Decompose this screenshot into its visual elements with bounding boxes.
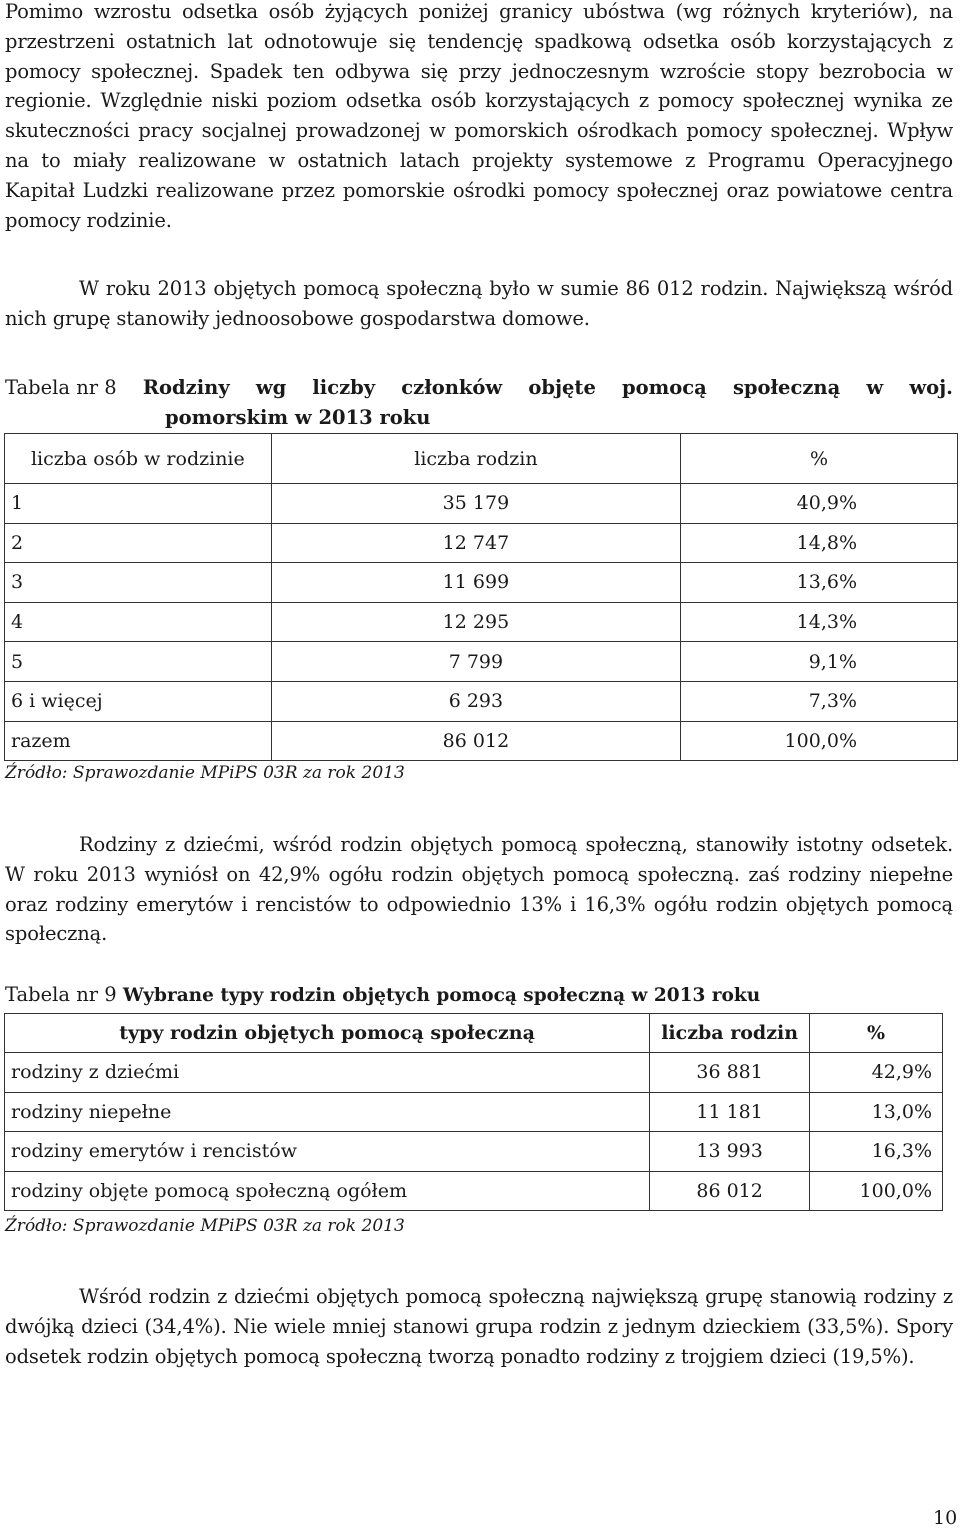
column-header: liczba rodzin <box>271 434 680 484</box>
table8-caption-word: pomocą <box>622 376 707 399</box>
table-row <box>5 602 958 642</box>
page-number: 10 <box>933 1507 958 1529</box>
column-header: % <box>681 434 958 484</box>
paragraph-children-count: Wśród rodzin z dziećmi objętych pomocą społeczną największą grupę stanowią rodziny z dwójką dzieci (34,4%). Nie wiele mniej stanowi grupa rodzin z jednym dzieckiem (33,5%). Spory odsetek rodzin objętych pomocą społeczną tworzą ponadto rodziny z trojgiem dzieci (19,5%). <box>5 1285 953 1368</box>
column-header: liczba rodzin <box>650 1014 810 1053</box>
table8-caption-word: Rodziny <box>142 376 230 399</box>
table-cell: razem <box>5 721 272 761</box>
table-row-total <box>5 1171 943 1211</box>
table-cell: 86 012 <box>271 721 680 761</box>
table-cell: 14,8% <box>681 523 958 563</box>
table-row <box>5 642 958 682</box>
table-cell: 11 181 <box>650 1092 810 1132</box>
table-cell: 13 993 <box>650 1132 810 1172</box>
table8-source: Źródło: Sprawozdanie MPiPS 03R za rok 2013 <box>5 763 405 783</box>
table8-caption-word: liczby <box>312 376 376 399</box>
table-cell: 42,9% <box>810 1053 943 1093</box>
table-cell: 7,3% <box>681 681 958 721</box>
column-header: % <box>810 1014 943 1053</box>
table-row <box>5 484 958 524</box>
table-cell: 4 <box>5 602 272 642</box>
table8-caption-word: wg <box>255 376 287 399</box>
table-cell: 13,6% <box>681 563 958 603</box>
table8-caption-word: społeczną <box>732 376 841 399</box>
table8-caption-word: objęte <box>528 376 596 399</box>
table-cell: 16,3% <box>810 1132 943 1172</box>
table8-caption-word: członków <box>401 376 503 399</box>
column-header: liczba osób w rodzinie <box>5 434 272 484</box>
table-cell: 3 <box>5 563 272 603</box>
paragraph-families-2013: W roku 2013 objętych pomocą społeczną było w sumie 86 012 rodzin. Największą wśród nich grupę stanowiły jednoosobowe gospodarstwa domowe. <box>5 277 953 330</box>
table-cell: 2 <box>5 523 272 563</box>
table-header-row <box>5 434 958 484</box>
table-row <box>5 1053 943 1093</box>
table8-caption <box>5 373 953 433</box>
table-header-row <box>5 1014 943 1053</box>
table-cell: 12 747 <box>271 523 680 563</box>
table-row <box>5 523 958 563</box>
table8-families-by-size <box>4 433 958 761</box>
table-cell: 12 295 <box>271 602 680 642</box>
table9-caption-title: Wybrane typy rodzin objętych pomocą społeczną w 2013 roku <box>122 985 761 1006</box>
table8-caption-word: woj. <box>909 376 953 399</box>
table9-caption-prefix: Tabela nr 9 <box>5 983 117 1006</box>
column-header: typy rodzin objętych pomocą społeczną <box>5 1014 650 1053</box>
table-row <box>5 681 958 721</box>
table-row-total <box>5 721 958 761</box>
paragraph-poverty-trend: Pomimo wzrostu odsetka osób żyjących poniżej granicy ubóstwa (wg różnych kryteriów), na przestrzeni ostatnich lat odnotowuje się tendencję spadkową odsetka osób korzystających z pomocy społecznej. Spadek ten odbywa się przy jednoczesnym wzroście stopy bezrobocia w regionie. Względnie niski poziom odsetka osób korzystających z pomocy społecznej wynika ze skuteczności pracy socjalnej prowadzonej w pomorskich ośrodkach pomocy społecznej. Wpływ na to miały realizowane w ostatnich latach projekty systemowe z Programu Operacyjnego Kapitał Ludzki realizowane przez pomorskie ośrodki pomocy społecznej oraz powiatowe centra pomocy rodzinie. <box>5 0 953 232</box>
table-cell: 100,0% <box>810 1171 943 1211</box>
table-cell: 7 799 <box>271 642 680 682</box>
table-cell: 86 012 <box>650 1171 810 1211</box>
table-cell: rodziny niepełne <box>5 1092 650 1132</box>
table-cell: 5 <box>5 642 272 682</box>
table-row <box>5 1092 943 1132</box>
table-cell: 6 293 <box>271 681 680 721</box>
table-cell: rodziny objęte pomocą społeczną ogółem <box>5 1171 650 1211</box>
table8-caption-line2: pomorskim w 2013 roku <box>165 406 431 429</box>
table-cell: rodziny emerytów i rencistów <box>5 1132 650 1172</box>
table-cell: 36 881 <box>650 1053 810 1093</box>
table-cell: 40,9% <box>681 484 958 524</box>
table9-family-types <box>4 1013 943 1211</box>
table-cell: 13,0% <box>810 1092 943 1132</box>
table9-source: Źródło: Sprawozdanie MPiPS 03R za rok 2013 <box>5 1216 405 1236</box>
table9-caption <box>5 980 760 1011</box>
table-cell: 11 699 <box>271 563 680 603</box>
table-cell: 1 <box>5 484 272 524</box>
paragraph-families-with-children: Rodziny z dziećmi, wśród rodzin objętych pomocą społeczną, stanowiły istotny odsetek. W roku 2013 wyniósł on 42,9% ogółu rodzin objętych pomocą społeczną. zaś rodziny niepełne oraz rodziny emerytów i rencistów to odpowiednio 13% i 16,3% ogółu rodzin objętych pomocą społeczną. <box>5 833 953 946</box>
table-cell: 100,0% <box>681 721 958 761</box>
table-cell: 9,1% <box>681 642 958 682</box>
table-cell: rodziny z dziećmi <box>5 1053 650 1093</box>
table-row <box>5 563 958 603</box>
table8-caption-prefix: Tabela nr 8 <box>5 376 117 399</box>
table8-caption-word: w <box>866 376 884 399</box>
table-cell: 6 i więcej <box>5 681 272 721</box>
table-cell: 14,3% <box>681 602 958 642</box>
table-row <box>5 1132 943 1172</box>
table-cell: 35 179 <box>271 484 680 524</box>
